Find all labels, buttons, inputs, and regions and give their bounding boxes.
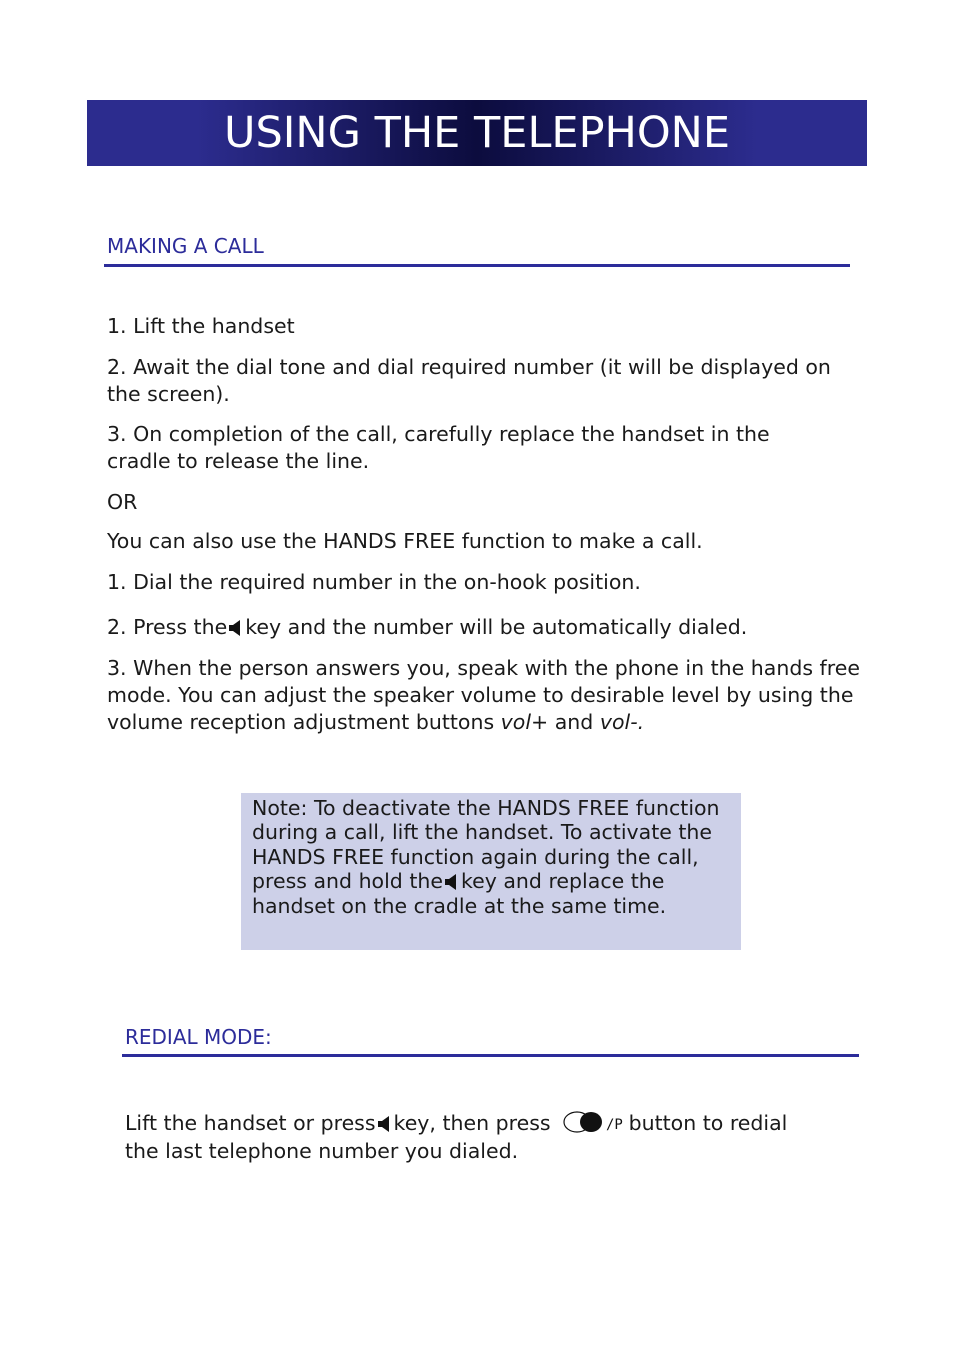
and-text: and [554, 710, 594, 734]
redial-text-c: button to redial the last telephone number you dialed. [125, 1111, 788, 1163]
redial-icon-label: /P [605, 1117, 623, 1133]
step-lift-handset: 1. Lift the handset [107, 314, 295, 338]
speaker-icon [229, 620, 242, 636]
step-replace-handset: 3. On completion of the call, carefully replace the handset in the cradle to release the line. [107, 422, 770, 473]
section-divider [122, 1054, 859, 1057]
redial-instructions [125, 1109, 805, 1165]
section-divider [104, 264, 850, 267]
hf-step-dial: 1. Dial the required number in the on-hook position. [107, 570, 641, 594]
note-box [241, 793, 741, 950]
step-dial-number: 2. Await the dial tone and dial required number (it will be displayed on the screen). [107, 355, 831, 406]
page-title-banner [87, 100, 867, 166]
hf-step-speak-text: 3. When the person answers you, speak with the phone in the hands free mode. You can adjust the speaker volume to desirable level by using the volume reception adjustment buttons [107, 656, 860, 734]
note-label: Note [252, 796, 301, 820]
vol-plus-label: vol+ [500, 710, 549, 734]
note-text-a: : To deactivate the HANDS FREE function during a call, lift the handset. To activate the HANDS FREE function again during the call, press and hold the [252, 796, 720, 894]
redial-text-a: Lift the handset or press [125, 1111, 376, 1135]
section-title-making-call: MAKING A CALL [107, 234, 264, 258]
hf-step-press-pre: 2. Press the [107, 615, 228, 639]
section-title-redial: REDIAL MODE: [125, 1025, 272, 1049]
note-text-b: key and replace the handset on the cradle at the same time. [252, 869, 667, 918]
speaker-icon [445, 874, 458, 890]
redial-button-icon [561, 1110, 623, 1134]
hf-step-press-post: key and the number will be automatically dialed. [245, 615, 748, 639]
hf-step-press-key [107, 614, 867, 641]
redial-text-b: key, then press [393, 1111, 551, 1135]
hf-step-speak [107, 655, 867, 736]
speaker-icon [378, 1116, 391, 1132]
page-title: USING THE TELEPHONE [223, 108, 731, 158]
vol-minus-label: vol-. [599, 710, 645, 734]
or-label: OR [107, 490, 138, 514]
hands-free-intro: You can also use the HANDS FREE function to make a call. [107, 529, 703, 553]
